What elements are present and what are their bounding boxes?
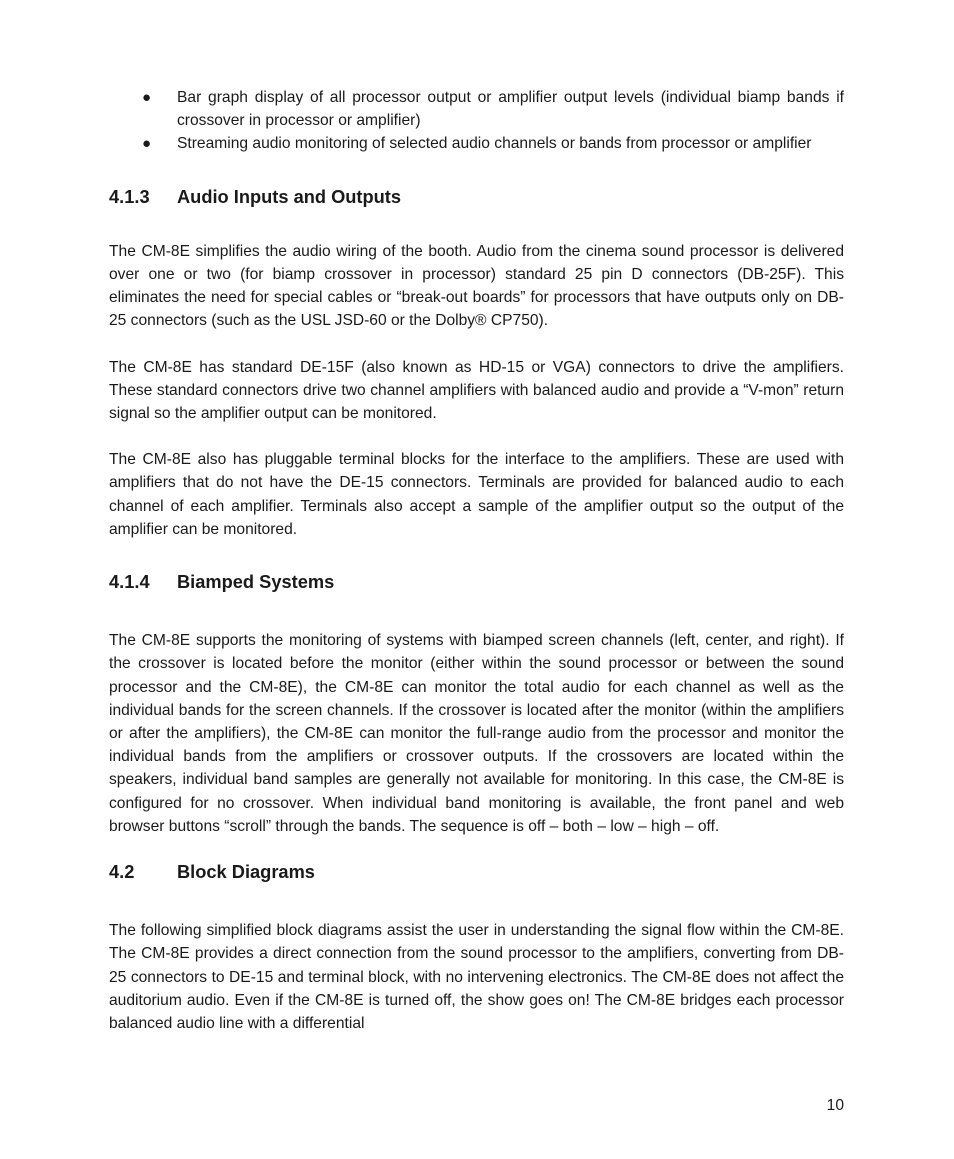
bullet-icon: ● [142,89,152,106]
section-number: 4.1.4 [109,571,150,593]
paragraph: The CM-8E supports the monitoring of systems with biamped screen channels (left, center, and right). If the crossover is located before the monitor (either within the sound processor or between the sound processor and the CM-8E), the CM-8E can monitor the total audio for each channel as well as the individual bands for the screen channels. If the crossover is located after the monitor (within the amplifiers or after the amplifiers), the CM-8E can monitor the full-range audio from the processor and monitor the individual bands from the amplifiers or crossover outputs. If the crossovers are located within the speakers, individual band samples are generally not available for monitoring. In this case, the CM-8E is configured for no crossover. When individual band monitoring is available, the front panel and web browser buttons “scroll” through the bands. The sequence is off – both – low – high – off. [109,632,844,835]
section-title: Audio Inputs and Outputs [177,185,402,207]
list-item [109,132,844,155]
section-title: Block Diagrams [177,861,315,883]
section-heading-4-2 [109,860,844,883]
section-title: Biamped Systems [177,571,335,593]
list-item [109,86,844,132]
section-number: 4.1.3 [109,185,150,207]
paragraph: The CM-8E has standard DE-15F (also known as HD-15 or VGA) connectors to drive the amplifiers. These standard connectors drive two channel amplifiers with balanced audio and provide a “V-mon” return signal so the amplifier output can be monitored. [109,358,844,423]
bullet-text: Streaming audio monitoring of selected audio channels or bands from processor or amplifier [177,135,812,153]
section-number: 4.2 [109,861,135,883]
paragraph: The following simplified block diagrams assist the user in understanding the signal flow within the CM-8E. The CM-8E provides a direct connection from the sound processor to the amplifiers, converting from DB-25 connectors to DE-15 and terminal block, with no intervening electronics. The CM-8E does not affect the auditorium audio. Even if the CM-8E is turned off, the show goes on! The CM-8E bridges each processor balanced audio line with a differential [109,922,844,1033]
section-heading-4-1-4 [109,570,844,593]
paragraph: The CM-8E simplifies the audio wiring of the booth. Audio from the cinema sound processor is delivered over one or two (for biamp crossover in processor) standard 25 pin D connectors (DB-25F). This eliminates the need for special cables or “break-out boards” for processors that have outputs only on DB-25 connectors (such as the USL JSD-60 or the Dolby® CP750). [109,242,844,330]
paragraph: The CM-8E also has pluggable terminal blocks for the interface to the amplifiers. These are used with amplifiers that do not have the DE-15 connectors. Terminals are provided for balanced audio to each channel of each amplifier. Terminals also accept a sample of the amplifier output so the output of the amplifier can be monitored. [109,451,844,538]
bullet-icon: ● [142,135,152,153]
page-content [109,86,844,1035]
page-number: 10 [826,1097,844,1114]
bullet-text: Bar graph display of all processor output or amplifier output levels (individual biamp bands if crossover in processor or amplifier) [177,89,844,130]
section-heading-4-1-3 [109,185,844,208]
bullet-list [109,86,844,156]
